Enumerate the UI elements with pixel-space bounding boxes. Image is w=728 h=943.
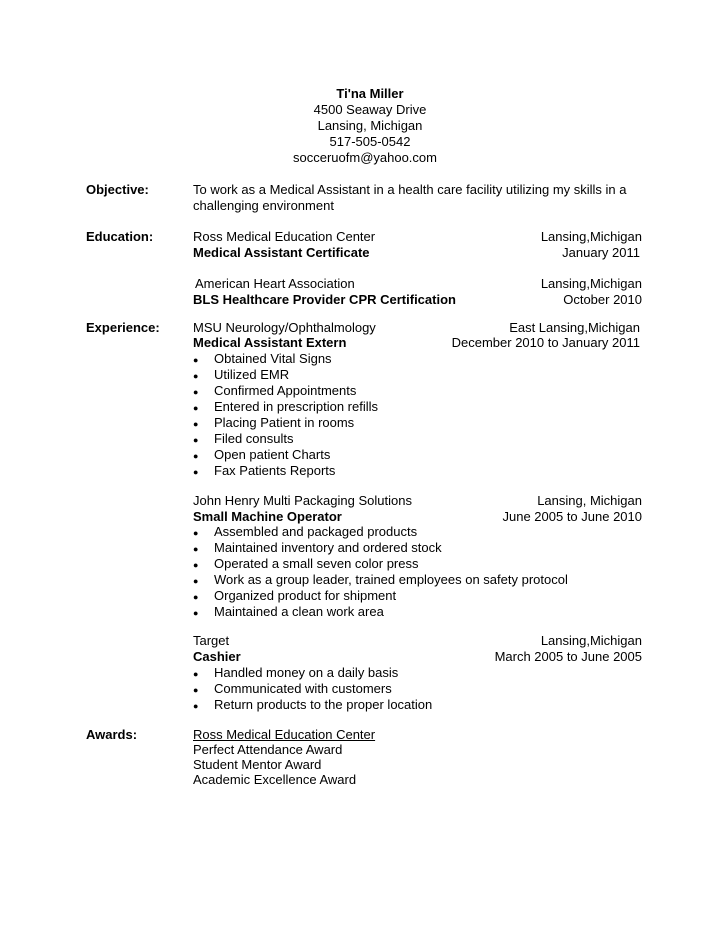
objective-text-line2: challenging environment [193, 198, 334, 213]
education-location: Lansing,Michigan [540, 276, 642, 291]
job-location: Lansing, Michigan [537, 493, 642, 508]
bullet-icon: ● [193, 451, 199, 461]
education-date: October 2010 [563, 292, 642, 307]
education-label: Education: [86, 229, 154, 244]
job-duty: Filed consults [214, 431, 294, 446]
education-location: Lansing,Michigan [540, 229, 642, 244]
job-employer: Target [193, 633, 230, 648]
bullet-icon: ● [193, 685, 199, 695]
job-location: East Lansing,Michigan [509, 320, 640, 335]
job-duty: Entered in prescription refills [214, 399, 379, 414]
job-title: Cashier [193, 649, 241, 664]
bullet-icon: ● [193, 544, 199, 554]
bullet-icon: ● [193, 608, 199, 618]
bullet-icon: ● [193, 371, 199, 381]
job-duty: Maintained inventory and ordered stock [214, 540, 442, 555]
education-credential: Medical Assistant Certificate [193, 245, 370, 260]
award-item: Student Mentor Award [193, 757, 322, 772]
education-school: Ross Medical Education Center [193, 229, 376, 244]
bullet-icon: ● [193, 355, 199, 365]
job-dates: December 2010 to January 2011 [451, 335, 640, 350]
experience-label: Experience: [86, 320, 160, 335]
job-duty: Placing Patient in rooms [214, 415, 355, 430]
bullet-icon: ● [193, 669, 199, 679]
education-credential: BLS Healthcare Provider CPR Certification [193, 292, 456, 307]
objective-text-line1: To work as a Medical Assistant in a health care facility utilizing my skills in a [193, 182, 627, 197]
bullet-icon: ● [193, 528, 199, 538]
bullet-icon: ● [193, 576, 199, 586]
bullet-icon: ● [193, 403, 199, 413]
education-school: American Heart Association [195, 276, 355, 291]
job-duty: Operated a small seven color press [214, 556, 419, 571]
phone-line: 517-505-0542 [329, 134, 411, 149]
bullet-icon: ● [193, 419, 199, 429]
award-item: Perfect Attendance Award [193, 742, 343, 757]
bullet-icon: ● [193, 467, 199, 477]
city-line: Lansing, Michigan [317, 118, 423, 133]
job-duty: Communicated with customers [214, 681, 392, 696]
address-line: 4500 Seaway Drive [313, 102, 427, 117]
job-title: Small Machine Operator [193, 509, 342, 524]
email-line: socceruofm@yahoo.com [293, 150, 437, 165]
objective-label: Objective: [86, 182, 149, 197]
job-duty: Obtained Vital Signs [214, 351, 332, 366]
bullet-icon: ● [193, 701, 199, 711]
award-item: Academic Excellence Award [193, 772, 357, 787]
awards-label: Awards: [86, 727, 138, 742]
job-duty: Open patient Charts [214, 447, 331, 462]
job-duty: Confirmed Appointments [214, 383, 357, 398]
job-duty: Maintained a clean work area [214, 604, 384, 619]
job-employer: MSU Neurology/Ophthalmology [193, 320, 376, 335]
job-employer: John Henry Multi Packaging Solutions [193, 493, 412, 508]
job-duty: Work as a group leader, trained employees on safety protocol [214, 572, 568, 587]
awards-institution: Ross Medical Education Center [193, 727, 376, 742]
job-dates: March 2005 to June 2005 [494, 649, 642, 664]
education-date: January 2011 [562, 245, 640, 260]
bullet-icon: ● [193, 592, 199, 602]
job-duty: Assembled and packaged products [214, 524, 418, 539]
job-duty: Utilized EMR [214, 367, 290, 382]
resume-name: Ti'na Miller [336, 86, 404, 101]
bullet-icon: ● [193, 387, 199, 397]
job-title: Medical Assistant Extern [193, 335, 347, 350]
job-duty: Fax Patients Reports [214, 463, 336, 478]
bullet-icon: ● [193, 560, 199, 570]
job-duty: Return products to the proper location [214, 697, 433, 712]
job-duty: Handled money on a daily basis [214, 665, 399, 680]
job-location: Lansing,Michigan [540, 633, 642, 648]
job-duty: Organized product for shipment [214, 588, 397, 603]
bullet-icon: ● [193, 435, 199, 445]
job-dates: June 2005 to June 2010 [502, 509, 642, 524]
